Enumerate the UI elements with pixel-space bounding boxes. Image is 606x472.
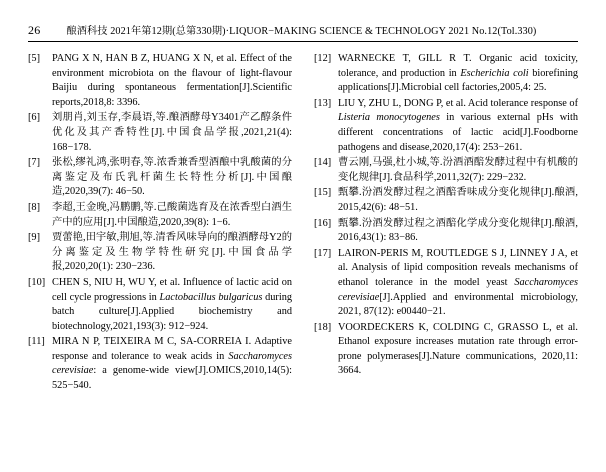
reference-item xyxy=(28,201,292,230)
reference-text: LAIRON-PERIS M, ROUTLEDGE S J, LINNEY J A, et al. Analysis of lipid composition reveals mechanisms of ethanol tolerance in the model yeast Saccharomyces cerevisiae[J].Applied and environmental microbiology, 2021, 87(12): e00440−21. xyxy=(338,247,578,318)
reference-number: [10] xyxy=(28,276,46,288)
journal-running-head: 酿酒科技 2021年第12期(总第330期)·LIQUOR−MAKING SCIENCE & TECHNOLOGY 2021 No.12(Tol.330) xyxy=(66,26,537,37)
reference-text: VOORDECKERS K, COLDING C, GRASSO L, et al. Ethanol exposure increases mutation rate through error-prone polymerases[J].Nature communications, 2020,11: 3664. xyxy=(338,321,578,377)
reference-number: [18] xyxy=(314,321,332,333)
reference-item xyxy=(28,156,292,200)
reference-text: 张松,缪礼鸿,张明春,等.浓香兼香型酒酿中乳酸菌的分离鉴定及布氏乳杆菌生长特性分析[J].中国酿造,2020,39(7): 46−50. xyxy=(52,157,292,198)
page-header xyxy=(28,22,578,42)
reference-column-right xyxy=(314,52,578,395)
reference-item xyxy=(314,52,578,96)
reference-number: [15] xyxy=(314,187,332,199)
reference-number: [12] xyxy=(314,53,332,64)
reference-text: 贾蕾艳,田宇敏,荆旭,等.清香风味导向的酿酒酵母Y2的分离鉴定及生物学特性研究[J].中国食品学报,2020,20(1): 230−236. xyxy=(52,232,292,273)
reference-item xyxy=(28,335,292,393)
reference-number: [14] xyxy=(314,157,332,169)
reference-columns xyxy=(28,52,578,395)
reference-item xyxy=(314,247,578,320)
reference-text: CHEN S, NIU H, WU Y, et al. Influence of lactic acid on cell cycle progressions in Lactobacillus bulgaricus during batch culture[J].Applied biochemistry and biotechnology,2021,193(3): 912−924. xyxy=(52,276,292,332)
reference-text: 曹云刚,马强,杜小城,等.汾酒酒醅发酵过程中有机酸的变化规律[J].食品科学,2011,32(7): 229−232. xyxy=(338,157,578,183)
reference-item xyxy=(28,276,292,334)
reference-text: 甄攀.汾酒发酵过程之酒醅香味成分变化规律[J].酿酒, 2015,42(6): 48−51. xyxy=(338,187,578,213)
reference-number: [13] xyxy=(314,97,332,109)
reference-number: [8] xyxy=(28,201,41,213)
reference-item xyxy=(314,156,578,185)
reference-number: [7] xyxy=(28,157,41,169)
reference-text: 甄攀.汾酒发酵过程之酒醅化学成分变化规律[J].酿酒, 2016,43(1): 83−86. xyxy=(338,217,578,244)
reference-item xyxy=(314,186,578,215)
reference-text: WARNECKE T, GILL R T. Organic acid toxicity, tolerance, and production in Escherichia coli biorefining applications[J].Microbial cell factories,2005,4: 25. xyxy=(338,53,578,94)
reference-text: PANG X N, HAN B Z, HUANG X N, et al. Effect of the environment microbiota on the flavour of light-flavour Baijiu during spontaneous fermentation[J].Scientific reports,2018,8: 3396. xyxy=(52,53,292,108)
reference-number: [11] xyxy=(28,336,45,348)
reference-item xyxy=(314,217,578,246)
reference-text: 刘朋肖,刘玉存,李晨语,等.酿酒酵母Y3401产乙醇条件优化及其产香特性[J].中国食品学报,2021,21(4): 168−178. xyxy=(52,112,292,153)
reference-item xyxy=(314,97,578,155)
reference-number: [17] xyxy=(314,247,332,259)
reference-number: [16] xyxy=(314,217,332,229)
reference-number: [5] xyxy=(28,53,41,64)
reference-number: [6] xyxy=(28,112,41,124)
reference-item xyxy=(28,52,292,110)
page-number: 26 xyxy=(28,23,41,37)
reference-number: [9] xyxy=(28,232,41,244)
reference-text: LIU Y, ZHU L, DONG P, et al. Acid tolerance response of Listeria monocytogenes in various external pHs with different concentrations of lactic acid[J].Foodborne pathogens and disease,2020,17(4): 253−261. xyxy=(338,97,579,153)
reference-item xyxy=(28,231,292,275)
reference-item xyxy=(28,111,292,155)
reference-text: 李超,王金晚,冯鹏鹏,等.己酸菌选育及在浓香型白酒生产中的应用[J].中国酿造,2020,39(8): 1−6. xyxy=(52,201,292,228)
reference-text: MIRA N P, TEIXEIRA M C, SA-CORREIA I. Adaptive response and tolerance to weak acids in Saccharomyces cerevisiae: a genome-wide view[J].OMICS,2010,14(5): 525−540. xyxy=(52,336,292,392)
reference-column-left xyxy=(28,52,292,395)
reference-item xyxy=(314,321,578,379)
